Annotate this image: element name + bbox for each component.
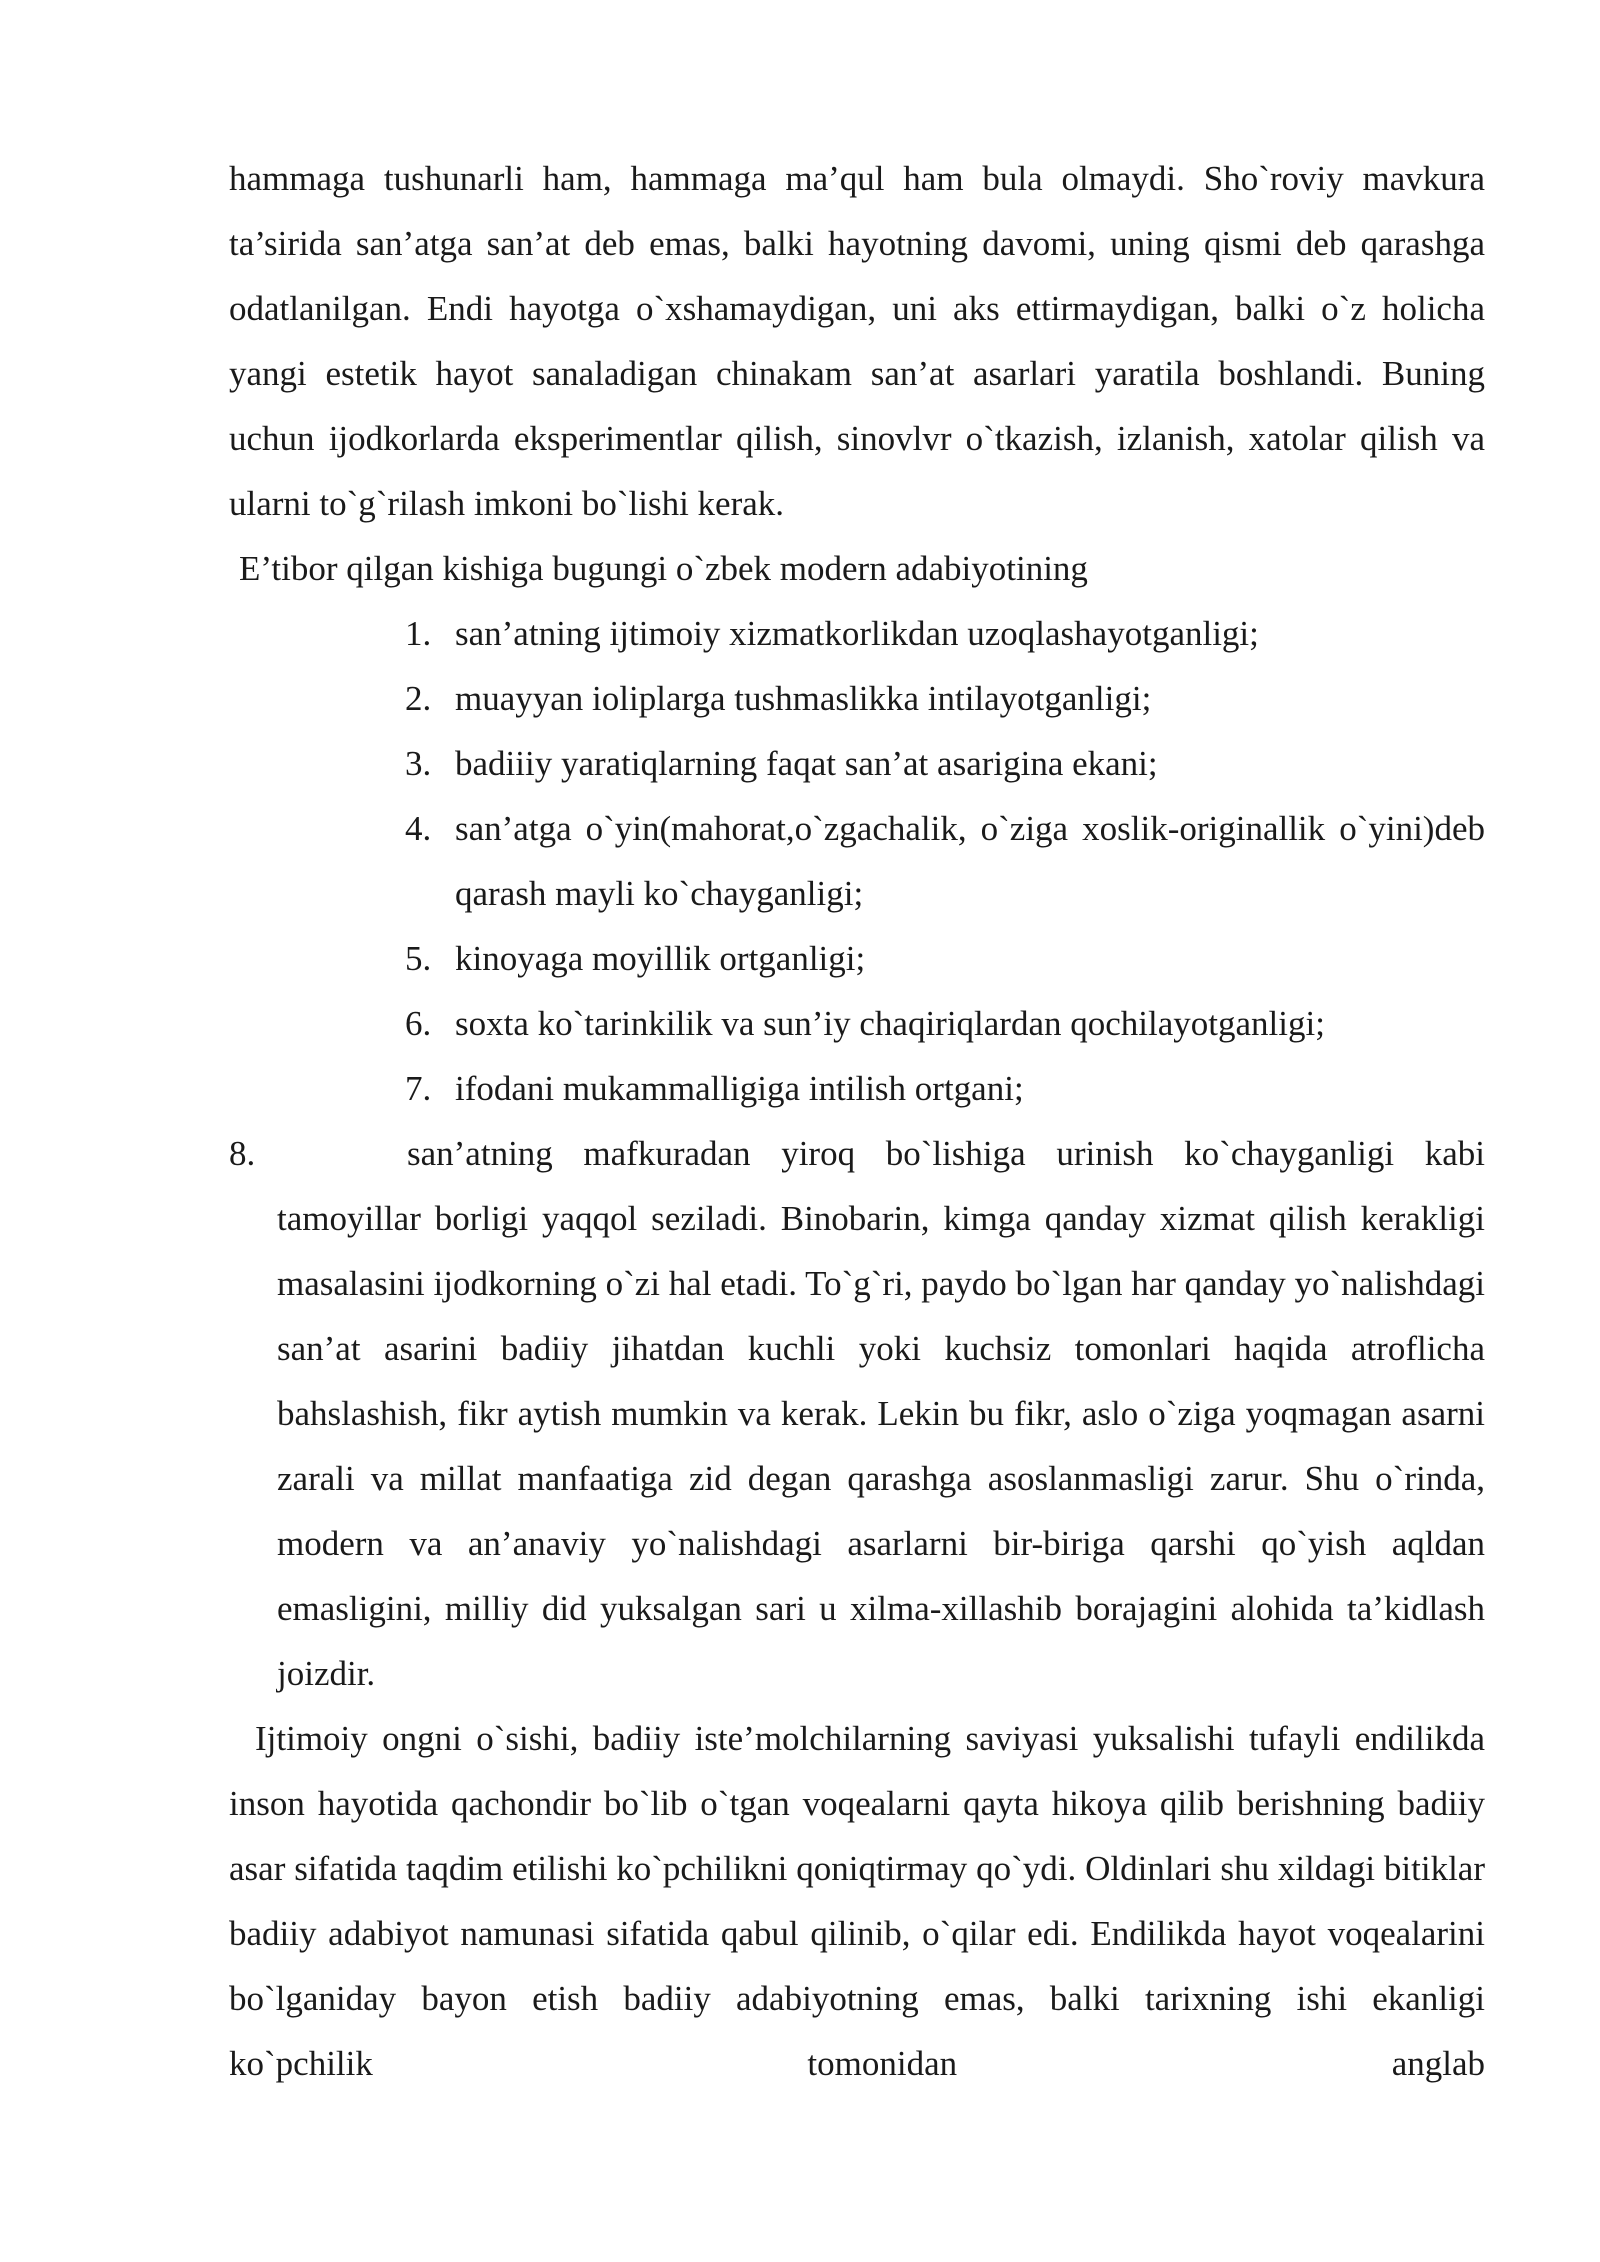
list-item-number: 7.: [405, 1069, 432, 1108]
list-item-text: kinoyaga moyillik ortganligi;: [455, 939, 866, 978]
list-item-number: 1.: [405, 614, 432, 653]
list-item-number: 6.: [405, 1004, 432, 1043]
list-item: [229, 991, 1485, 1056]
list-item-number: 3.: [405, 744, 432, 783]
list-item-number: 8.: [229, 1134, 256, 1173]
list-item: [229, 926, 1485, 991]
list-item-text: muayyan ioliplarga tushmaslikka intilayotganligi;: [455, 679, 1152, 718]
list-item: [229, 601, 1485, 666]
numbered-list: [229, 601, 1485, 1121]
list-item: [229, 1056, 1485, 1121]
list-item: [229, 666, 1485, 731]
paragraph-intro: hammaga tushunarli ham, hammaga ma’qul ham bula olmaydi. Sho`roviy mavkura ta’sirida san’atga san’at deb emas, balki hayotning davomi, uning qismi deb qarashga odatlanilgan. Endi hayotga o`xshamaydigan, uni aks ettirmaydigan, balki o`z holicha yangi estetik hayot sanaladigan chinakam san’at asarlari yaratila boshlandi. Buning uchun ijodkorlarda eksperimentlar qilish, sinovlvr o`tkazish, izlanish, xatolar qilish va ularni to`g`rilash imkoni bo`lishi kerak.: [229, 159, 1485, 523]
paragraph-lead-in: E’tibor qilgan kishiga bugungi o`zbek modern adabiyotining: [239, 549, 1088, 588]
list-item-number: 4.: [405, 809, 432, 848]
list-item-text: soxta ko`tarinkilik va sun’iy chaqiriqlardan qochilayotganligi;: [455, 1004, 1325, 1043]
list-item-text: ifodani mukammalligiga intilish ortgani;: [455, 1069, 1024, 1108]
list-item: [229, 731, 1485, 796]
document-body: [229, 146, 1485, 2096]
list-item-eight: [229, 1121, 1485, 1706]
paragraph-closing: Ijtimoiy ongni o`sishi, badiiy iste’molchilarning saviyasi yuksalishi tufayli endilikda inson hayotida qachondir bo`lib o`tgan voqealarni qayta hikoya qilib berishning badiiy asar sifatida taqdim etilishi ko`pchilikni qoniqtirmay qo`ydi. Oldinlari shu xildagi bitiklar badiiy adabiyot namunasi sifatida qabul qilinib, o`qilar edi. Endilikda hayot voqealarini bo`lganiday bayon etish badiiy adabiyotning emas, balki tarixning ishi ekanligi ko`pchilik tomonidan anglab: [229, 1719, 1485, 2083]
list-item-first-line: san’atning mafkuradan yiroq bo`lishiga urinish ko`chayganligi kabi: [407, 1134, 1485, 1173]
list-item-number: 5.: [405, 939, 432, 978]
list-item-number: 2.: [405, 679, 432, 718]
list-item-text: san’atga o`yin(mahorat,o`zgachalik, o`ziga xoslik-originallik o`yini)deb qarash mayli ko`chayganligi;: [455, 809, 1485, 913]
list-item-continuation: tamoyillar borligi yaqqol seziladi. Binobarin, kimga qanday xizmat qilish kerakligi masalasini ijodkorning o`zi hal etadi. To`g`ri, paydo bo`lgan har qanday yo`nalishdagi san’at asarini badiiy jihatdan kuchli yoki kuchsiz tomonlari haqida atroflicha bahslashish, fikr aytish mumkin va kerak. Lekin bu fikr, aslo o`ziga yoqmagan asarni zarali va millat manfaatiga zid degan qarashga asoslanmasligi zarur. Shu o`rinda, modern va an’anaviy yo`nalishdagi asarlarni bir-biriga qarshi qo`yish aqldan emasligini, milliy did yuksalgan sari u xilma-xillashib borajagini alohida ta’kidlash joizdir.: [277, 1199, 1485, 1693]
list-item: [229, 796, 1485, 926]
list-item-text: san’atning ijtimoiy xizmatkorlikdan uzoqlashayotganligi;: [455, 614, 1259, 653]
list-item-text: badiiiy yaratiqlarning faqat san’at asarigina ekani;: [455, 744, 1158, 783]
